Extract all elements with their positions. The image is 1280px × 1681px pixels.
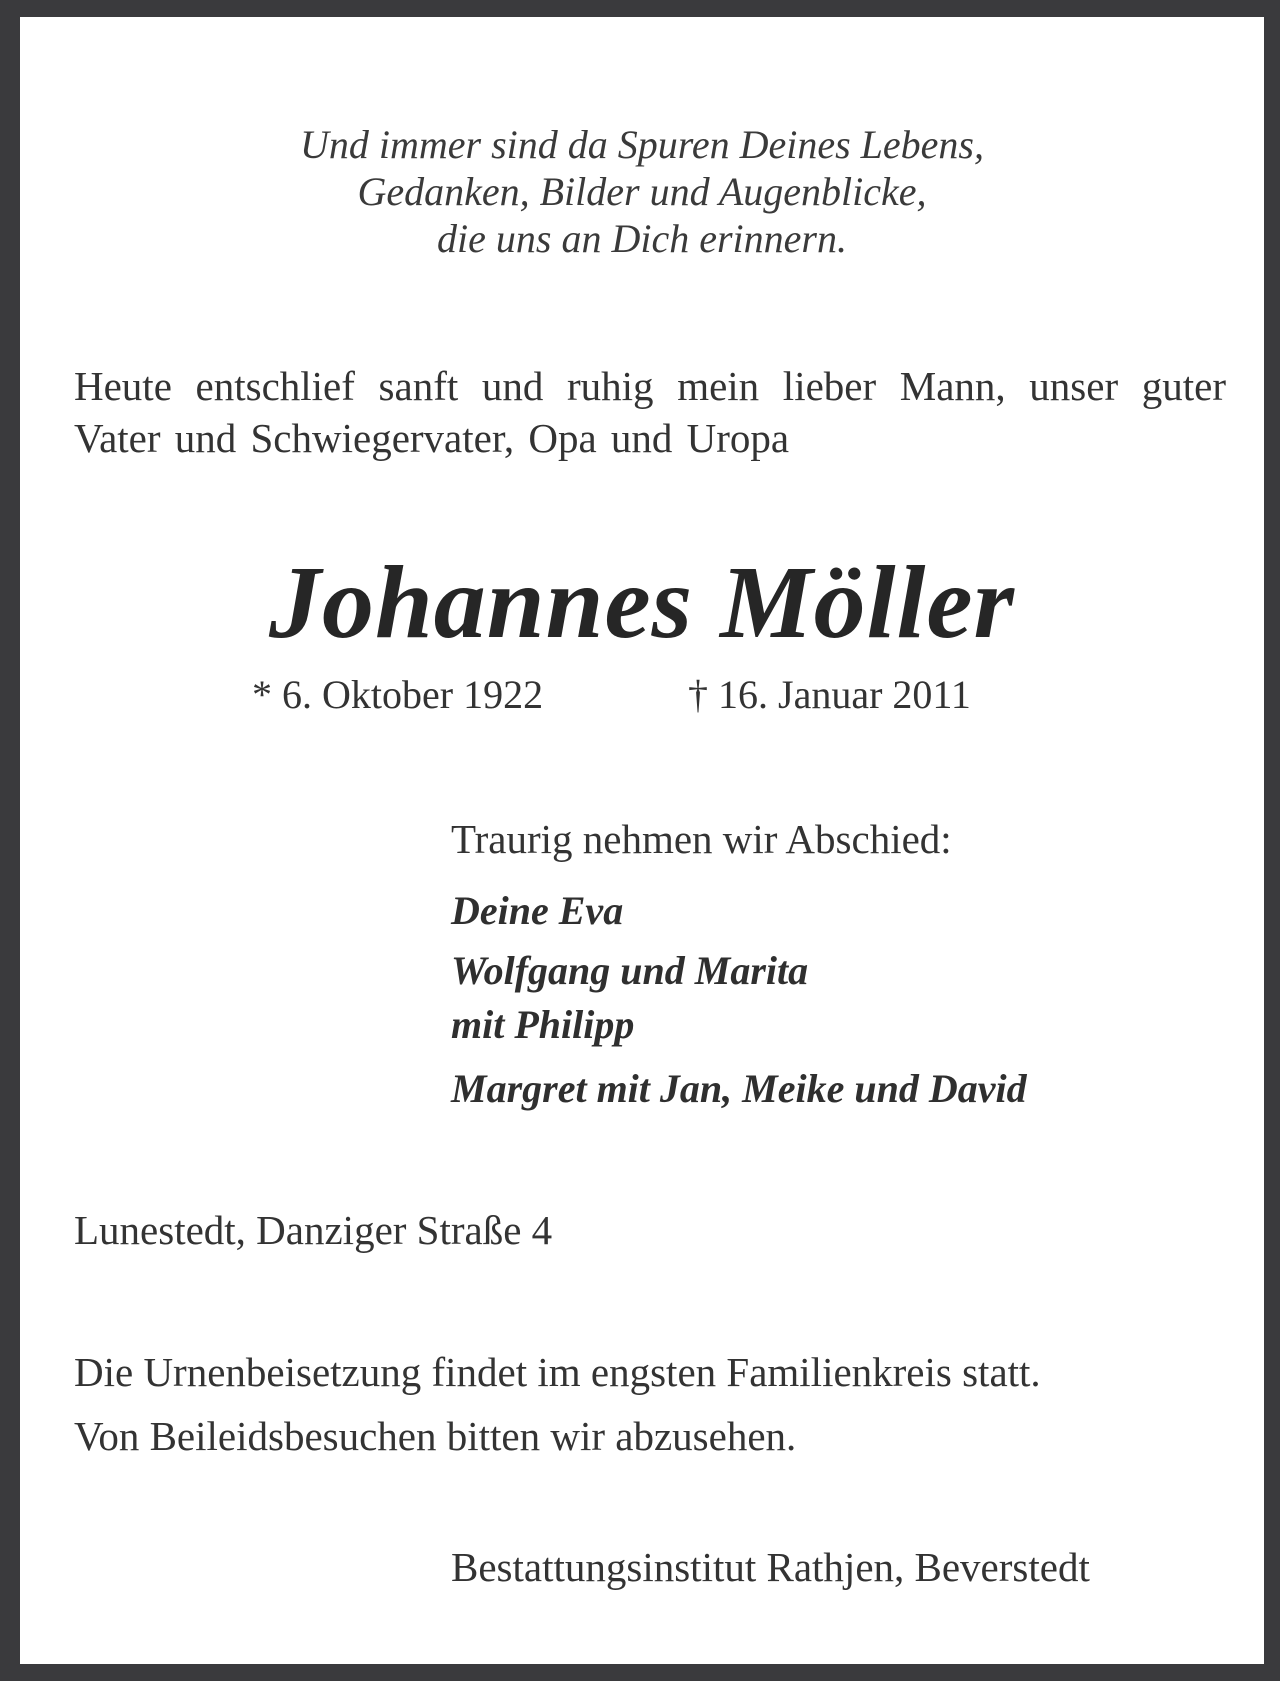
mourner-line: Wolfgang und Marita (451, 948, 809, 993)
motto-line-1: Und immer sind da Spuren Deines Lebens, (299, 122, 984, 167)
undertaker-credit: Bestattungsinstitut Rathjen, Beverstedt (451, 1544, 1090, 1590)
address-line: Lunestedt, Danziger Straße 4 (74, 1207, 553, 1253)
motto-verse (20, 121, 1264, 262)
obituary-notice (20, 17, 1264, 1664)
burial-note-line-2: Von Beileidsbesuchen bitten wir abzusehen. (74, 1413, 797, 1459)
mourner-line: Margret mit Jan, Meike und David (451, 1066, 1027, 1111)
motto-line-2: Gedanken, Bilder und Augenblicke, (357, 169, 927, 214)
mourner-line: mit Philipp (451, 1002, 635, 1047)
death-date: † 16. Januar 2011 (688, 672, 971, 717)
birth-date: * 6. Oktober 1922 (252, 672, 544, 717)
burial-note (74, 1340, 1041, 1468)
intro-text: Heute entschlief sanft und ruhig mein lieber Mann, unser guter Vater und Schwiegervater, Opa und Uropa (74, 363, 1226, 461)
farewell-text: Traurig nehmen wir Abschied: (451, 816, 952, 862)
motto-line-3: die uns an Dich erinnern. (437, 216, 847, 261)
burial-note-line-1: Die Urnenbeisetzung findet im engsten Familienkreis statt. (74, 1349, 1041, 1395)
deceased-name: Johannes Möller (268, 545, 1016, 660)
mourner-line: Deine Eva (451, 888, 624, 933)
